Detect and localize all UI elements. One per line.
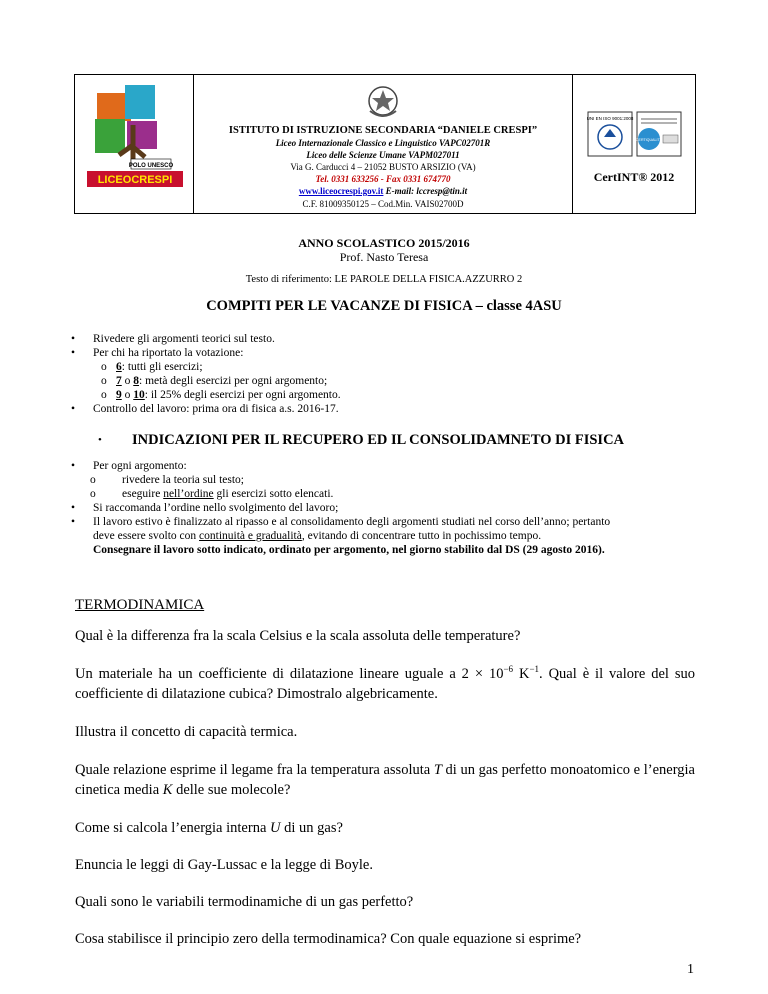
question-3: Illustra il concetto di capacità termica. xyxy=(75,724,298,740)
letterhead xyxy=(74,74,696,214)
page-title: COMPITI PER LE VACANZE DI FISICA – classe 4ASU xyxy=(206,298,562,314)
question-7: Quali sono le variabili termodinamiche di un gas perfetto? xyxy=(75,894,414,910)
question-4: Quale relazione esprime il legame fra la temperatura assoluta T di un gas perfetto monoatomico e l’energia cinetica media K delle sue molecole? xyxy=(75,762,695,798)
question-6: Enuncia le leggi di Gay-Lussac e la legge di Boyle. xyxy=(75,857,373,873)
list-item-continuation: deve essere svolto con continuità e gradualità, evitando di concentrare tutto in pochissimo tempo. xyxy=(93,530,542,542)
logo-text: LICEOCRESPI xyxy=(97,174,173,186)
web-email-line xyxy=(193,186,573,196)
teacher-name: Prof. Nasto Teresa xyxy=(339,250,429,264)
school-year: ANNO SCOLASTICO 2015/2016 xyxy=(298,236,470,250)
cert-badge-2-text: CERTIQUALITY xyxy=(635,138,663,142)
liceo-classico-line: Liceo Internazionale Classico e Linguistico VAPC02701R xyxy=(275,138,491,148)
section-heading: • INDICAZIONI PER IL RECUPERO ED IL CONSOLIDAMNETO DI FISICA xyxy=(98,432,625,448)
list-subitem: o 7 o 8: metà degli esercizi per ogni argomento; xyxy=(116,374,327,388)
list-item: • Per chi ha riportato la votazione: xyxy=(93,346,243,360)
logo-sub-text: POLO UNESCO xyxy=(128,163,174,169)
certification-badges xyxy=(587,111,683,157)
website-link[interactable]: www.liceocrespi.gov.it xyxy=(298,186,384,196)
liceocrespi-logo xyxy=(75,75,193,213)
list-subitem: o 9 o 10: il 25% degli esercizi per ogni argomento. xyxy=(116,388,341,402)
address-line: Via G. Carducci 4 – 21052 BUSTO ARSIZIO (VA) xyxy=(290,162,476,172)
list-item: • Rivedere gli argomenti teorici sul testo. xyxy=(93,332,275,346)
list-item: • Per ogni argomento: xyxy=(93,459,187,473)
question-1: Qual è la differenza fra la scala Celsius e la scala assoluta delle temperature? xyxy=(75,628,521,644)
topic-heading: TERMODINAMICA xyxy=(75,597,205,613)
reference-text: Testo di riferimento: LE PAROLE DELLA FISICA.AZZURRO 2 xyxy=(245,274,523,285)
question-5: Come si calcola l’energia interna U di un gas? xyxy=(75,820,343,836)
list-item: • Controllo del lavoro: prima ora di fisica a.s. 2016-17. xyxy=(93,402,339,416)
cert-label: CertINT® 2012 xyxy=(593,170,675,184)
question-8: Cosa stabilisce il principio zero della termodinamica? Con quale equazione si esprime? xyxy=(75,931,582,947)
liceo-scienze-umane-line: Liceo delle Scienze Umane VAPM027011 xyxy=(306,150,460,160)
list-subitem: o eseguire nell’ordine gli esercizi sotto elencati. xyxy=(90,488,334,500)
letterhead-center xyxy=(193,75,573,213)
school-logo-cell xyxy=(75,75,194,213)
list-subitem: o 6: tutti gli esercizi; xyxy=(116,360,203,374)
certification-cell xyxy=(572,75,695,213)
question-2: Un materiale ha un coefficiente di dilatazione lineare uguale a $2 \times 10^{-6}$ $K^{-1}$. Qual è il valore del suo coefficiente di dilatazione cubica? Dimostralo algebricamente. xyxy=(75,664,695,702)
delivery-instruction: Consegnare il lavoro sotto indicato, ordinato per argomento, nel giorno stabilito dal DS (29 agosto 2016). xyxy=(93,544,605,556)
email-text: E-mail: lccresp@tin.it xyxy=(385,186,468,196)
list-subitem: o rivedere la teoria sul testo; xyxy=(90,474,244,486)
list-item: • Si raccomanda l’ordine nello svolgimento del lavoro; xyxy=(93,501,338,515)
page-number: 1 xyxy=(687,962,694,977)
republic-emblem-icon xyxy=(365,81,401,121)
cert-badge-1-text: UNI EN ISO 9001:2008 xyxy=(587,116,634,121)
institute-name: ISTITUTO DI ISTRUZIONE SECONDARIA “DANIELE CRESPI” xyxy=(228,125,538,136)
fiscal-code-line: C.F. 81009350125 – Cod.Min. VAIS02700D xyxy=(302,199,464,209)
phone-fax-line: Tel. 0331 633256 - Fax 0331 674770 xyxy=(315,174,451,184)
list-item: • Il lavoro estivo è finalizzato al ripasso e al consolidamento degli argomenti studiati nel corso dell’anno; pertanto xyxy=(93,515,610,529)
